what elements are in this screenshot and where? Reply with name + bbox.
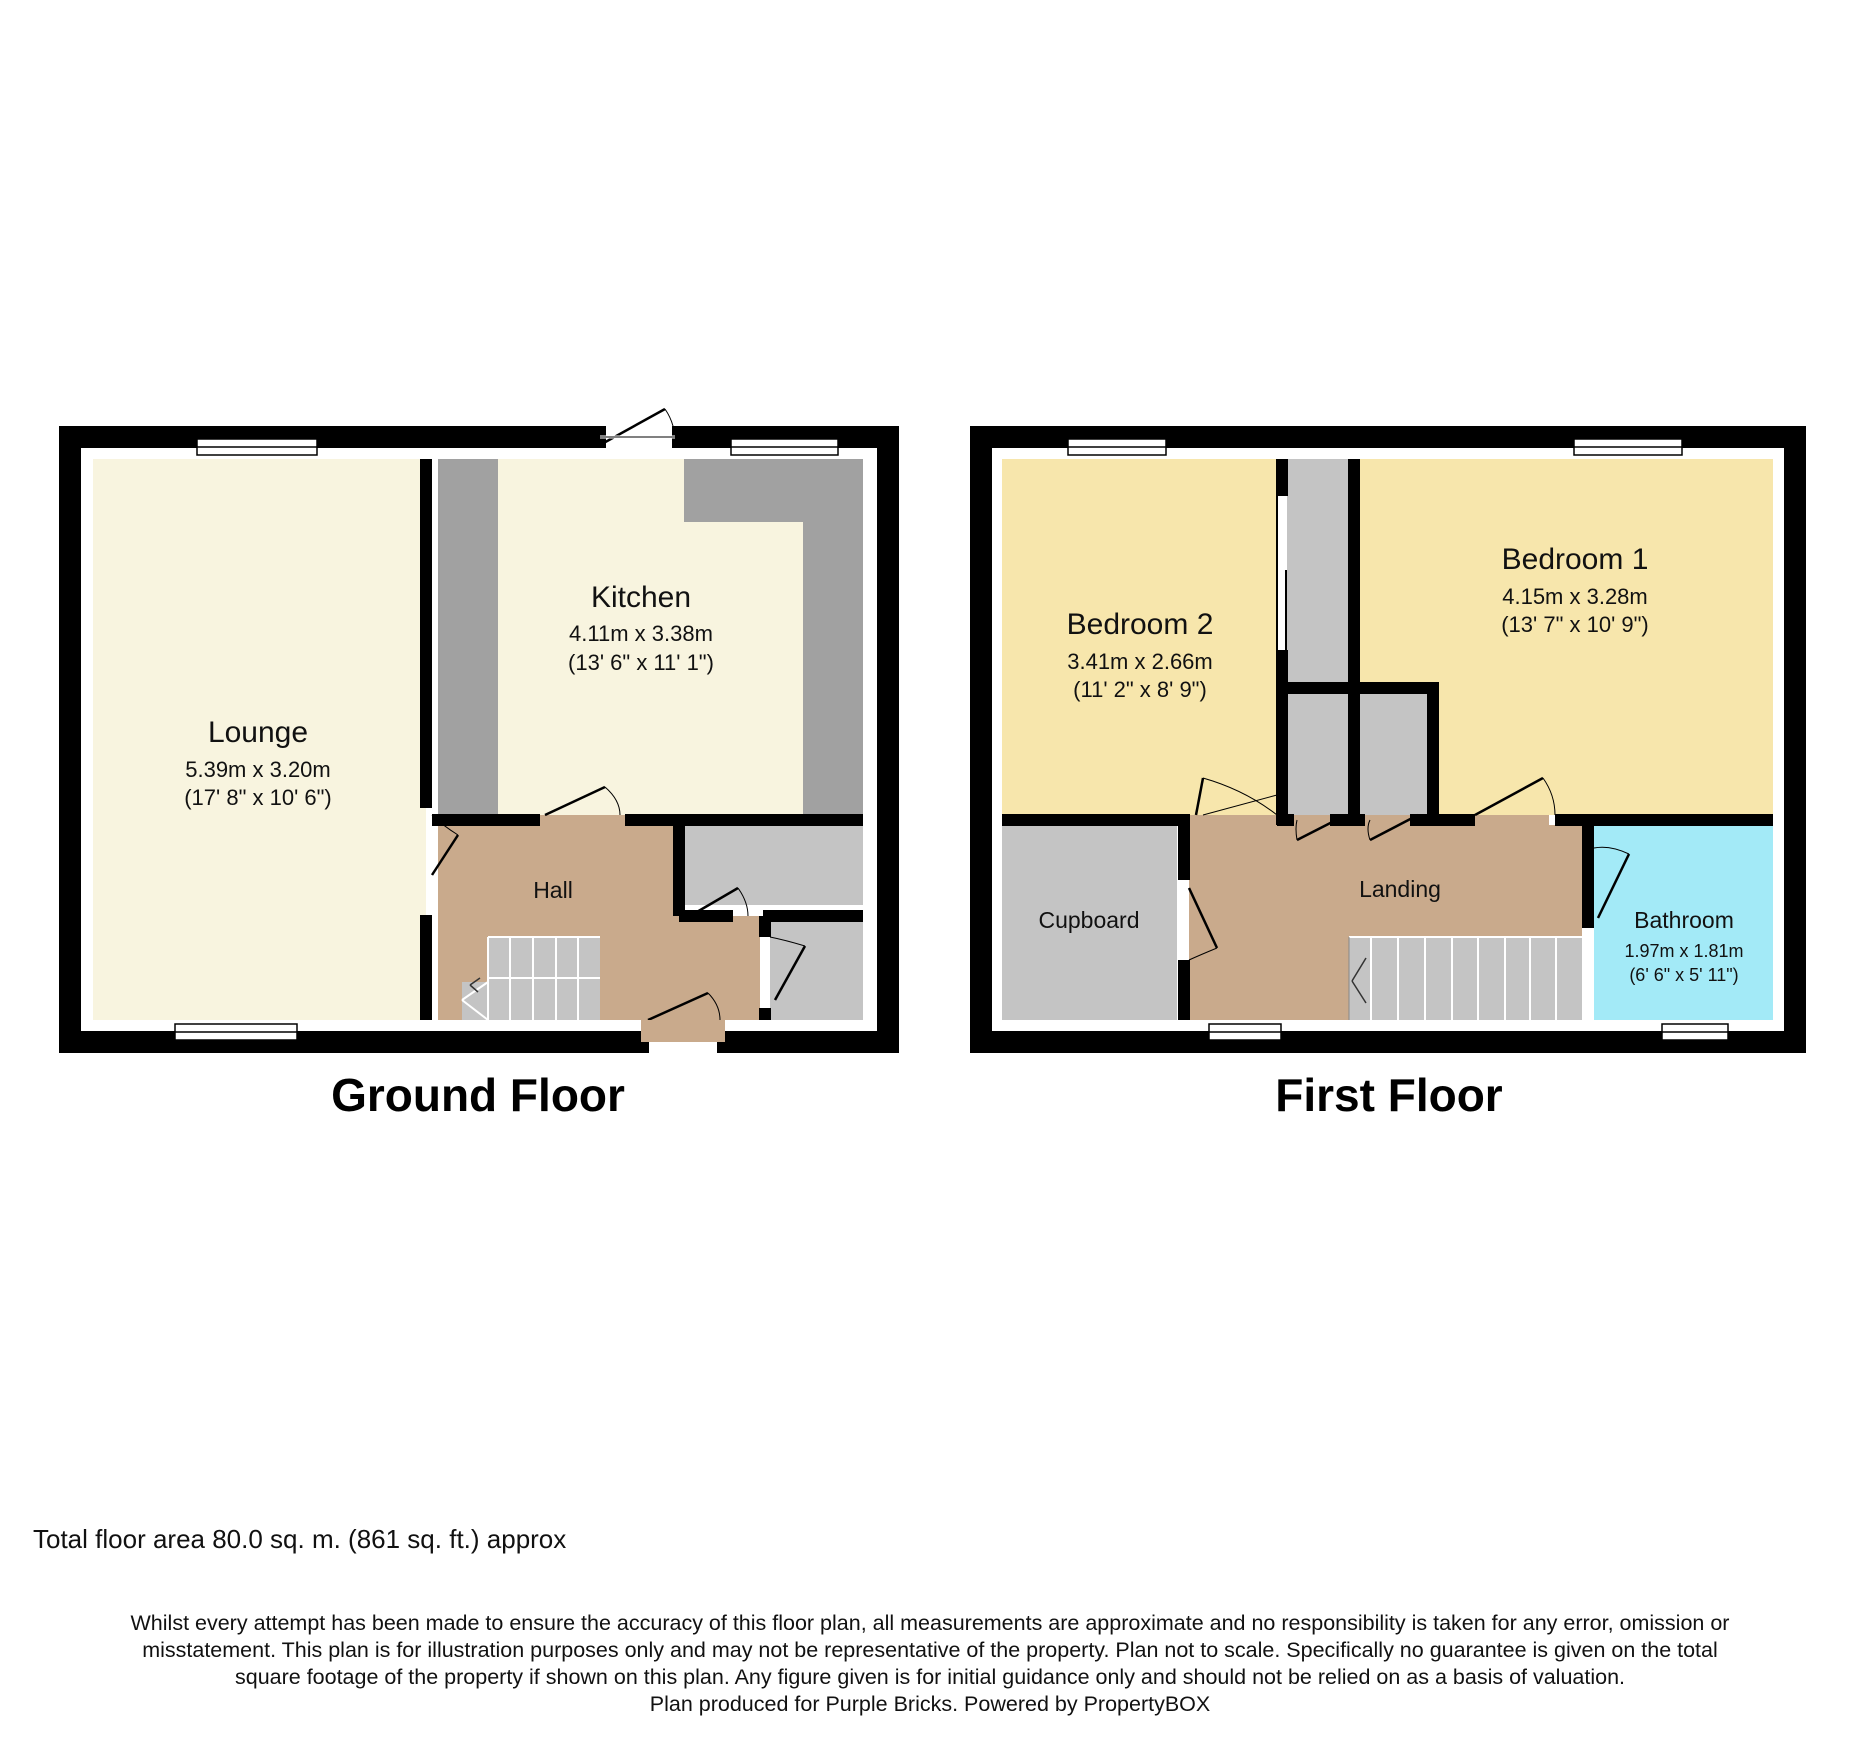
disclaimer-line: Plan produced for Purple Bricks. Powered by PropertyBOX xyxy=(649,1692,1211,1716)
disclaimer xyxy=(40,1610,1820,1718)
bedroom2-metric: 3.41m x 2.66m xyxy=(1067,649,1213,674)
total-floor-area: Total floor area 80.0 sq. m. (861 sq. ft.) approx xyxy=(33,1524,567,1554)
bedroom1-metric: 4.15m x 3.28m xyxy=(1502,584,1648,609)
bathroom-imperial: (6' 6" x 5' 11") xyxy=(1629,965,1739,985)
disclaimer-line: Whilst every attempt has been made to ensure the accuracy of this floor plan, all measurements are approximate and no responsibility is taken for any error, omission or xyxy=(130,1611,1730,1635)
lounge-imperial: (17' 8" x 10' 6") xyxy=(184,785,332,810)
bedroom2-label: Bedroom 2 xyxy=(1066,608,1214,641)
first-floor-plan xyxy=(981,437,1795,1121)
understairs-cupboard xyxy=(684,825,863,905)
wardrobe-sliding-doors xyxy=(1277,496,1286,650)
bedroom2-imperial: (11' 2" x 8' 9") xyxy=(1073,677,1207,702)
wardrobe-bedroom1 xyxy=(1287,459,1349,683)
first-floor-title: First Floor xyxy=(1275,1069,1503,1121)
bedroom1-label: Bedroom 1 xyxy=(1501,543,1649,576)
disclaimer-line: square footage of the property if shown on this plan. Any figure given is for initial guidance only and should not be relied on as a basis of valuation. xyxy=(234,1665,1626,1689)
bedroom1-imperial: (13' 7" x 10' 9") xyxy=(1501,612,1649,637)
disclaimer-line: misstatement. This plan is for illustration purposes only and may not be representative of the property. Plan not to scale. Specifically no guarantee is given on the total xyxy=(142,1638,1718,1662)
kitchen-imperial: (13' 6" x 11' 1") xyxy=(568,650,714,675)
kitchen-worktop-left xyxy=(438,459,498,815)
lounge-label: Lounge xyxy=(207,716,309,749)
hall-label: Hall xyxy=(533,877,573,903)
bathroom-metric: 1.97m x 1.81m xyxy=(1624,941,1744,961)
lounge-metric: 5.39m x 3.20m xyxy=(185,757,331,782)
cupboard-landing xyxy=(1359,693,1428,815)
ground-floor-plan xyxy=(70,409,888,1121)
wc-cupboard xyxy=(770,916,863,1020)
kitchen-metric: 4.11m x 3.38m xyxy=(569,621,713,646)
bathroom-label: Bathroom xyxy=(1634,907,1734,933)
kitchen-label: Kitchen xyxy=(590,581,692,614)
cupboard-label: Cupboard xyxy=(1038,907,1140,933)
ground-floor-title: Ground Floor xyxy=(331,1069,625,1121)
first-stairs xyxy=(1349,937,1582,1020)
cupboard-bedroom2 xyxy=(1287,693,1349,815)
front-door-threshold xyxy=(641,1020,725,1042)
landing-label: Landing xyxy=(1359,876,1441,902)
